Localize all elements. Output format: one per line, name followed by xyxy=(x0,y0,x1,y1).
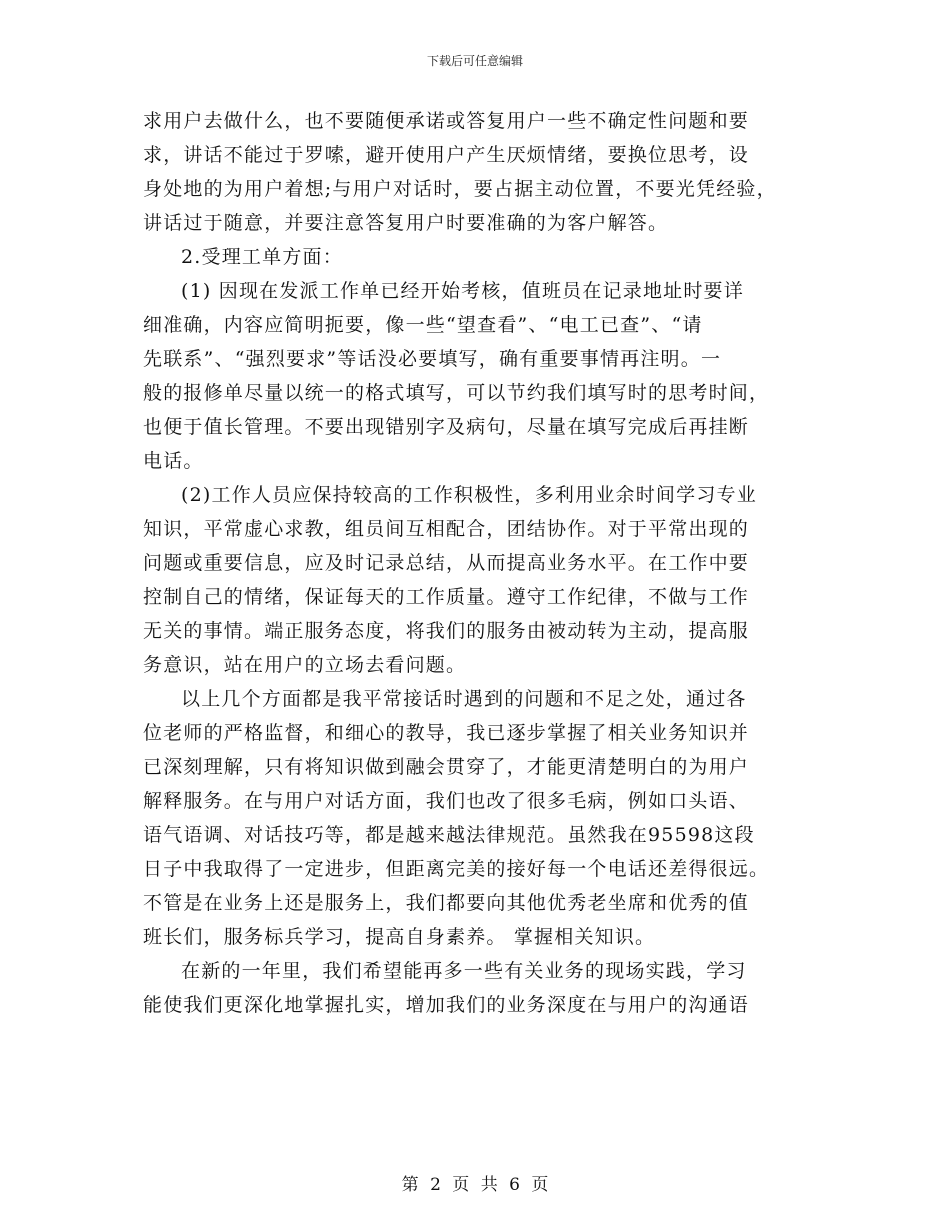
text-line: 以上几个方面都是我平常接话时遇到的问题和不足之处，通过各 xyxy=(181,688,747,710)
text-line: 日子中我取得了一定进步，但距离完美的接好每一个电话还差得很远。 xyxy=(143,858,770,880)
text-line: 解释服务。在与用户对话方面，我们也改了很多毛病，例如口头语、 xyxy=(143,790,750,812)
text-line: (2)工作人员应保持较高的工作积极性，多利用业余时间学习专业 xyxy=(181,484,757,506)
text-line: 在新的一年里，我们希望能再多一些有关业务的现场实践，学习 xyxy=(181,960,747,982)
text-line: 能使我们更深化地掌握扎实，增加我们的业务深度在与用户的沟通语 xyxy=(143,994,750,1016)
page-footer: 第 2 页 共 6 页 xyxy=(401,1175,549,1195)
text-line: 问题或重要信息，应及时记录总结，从而提高业务水平。在工作中要 xyxy=(143,552,750,574)
text-line: 般的报修单尽量以统一的格式填写，可以节约我们填写时的思考时间， xyxy=(143,382,770,404)
text-line: 不管是在业务上还是服务上，我们都要向其他优秀老坐席和优秀的值 xyxy=(143,892,750,914)
text-line: 已深刻理解，只有将知识做到融会贯穿了，才能更清楚明白的为用户 xyxy=(143,756,750,778)
text-line: 语气语调、对话技巧等，都是越来越法律规范。虽然我在95598这段 xyxy=(143,824,755,846)
text-line: 2.受理工单方面： xyxy=(181,246,343,268)
text-line: (1) 因现在发派工作单已经开始考核，值班员在记录地址时要详 xyxy=(181,280,744,302)
text-line: 讲话过于随意，并要注意答复用户时要准确的为客户解答。 xyxy=(143,212,669,234)
text-line: 位老师的严格监督，和细心的教导，我已逐步掌握了相关业务知识并 xyxy=(143,722,750,744)
text-line: 也便于值长管理。不要出现错别字及病句，尽量在填写完成后再挂断 xyxy=(143,416,750,438)
text-line: 求，讲话不能过于罗嗦，避开使用户产生厌烦情绪，要换位思考，设 xyxy=(143,144,750,166)
text-line: 务意识，站在用户的立场去看问题。 xyxy=(143,654,467,676)
text-line: 求用户去做什么，也不要随便承诺或答复用户一些不确定性问题和要 xyxy=(143,110,750,132)
text-line: 先联系”、“强烈要求”等话没必要填写，确有重要事情再注明。一 xyxy=(143,348,722,370)
text-line: 电话。 xyxy=(143,450,204,472)
page-header: 下载后可任意编辑 xyxy=(426,54,523,68)
text-line: 无关的事情。端正服务态度，将我们的服务由被动转为主动，提高服 xyxy=(143,620,750,642)
text-line: 控制自己的情绪，保证每天的工作质量。遵守工作纪律，不做与工作 xyxy=(143,586,750,608)
document-body xyxy=(143,104,813,1022)
text-line: 身处地的为用户着想;与用户对话时，要占据主动位置，不要光凭经验， xyxy=(143,178,777,200)
text-line: 班长们，服务标兵学习，提高自身素养。 掌握相关知识。 xyxy=(143,926,656,948)
text-line: 细准确，内容应简明扼要，像一些“望查看”、“电工已查”、“请 xyxy=(143,314,703,336)
text-line: 知识，平常虚心求教，组员间互相配合，团结协作。对于平常出现的 xyxy=(143,518,750,540)
